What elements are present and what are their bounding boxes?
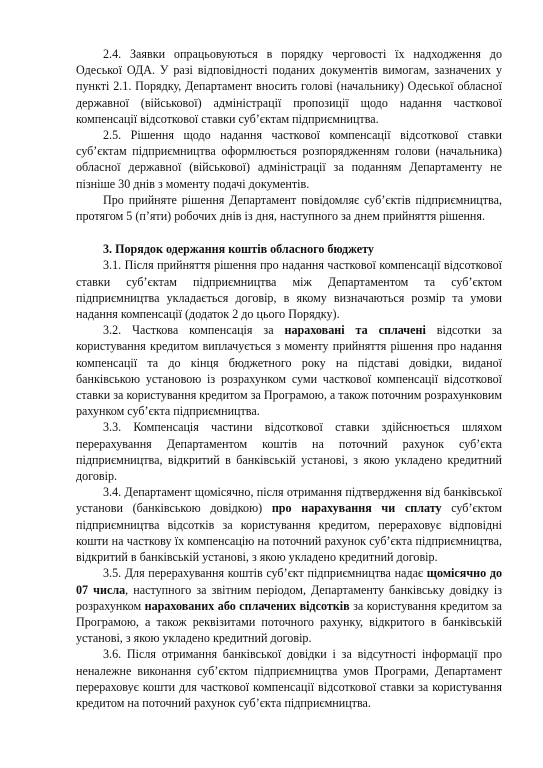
paragraph-decision-notice: Про прийняте рішення Департамент повідомляє суб’єктів підприємництва, протягом 5 (п’яти) робочих днів із дня, наступного за днем прийняття рішення. [76, 192, 502, 224]
paragraph-3-5 [76, 565, 502, 646]
paragraph-3-6: 3.6. Після отримання банківської довідки і за відсутності інформації про неналежне виконання суб’єктом підприємництва умов Програми, Департамент перераховує кошти для часткової компенсації відсоткової ставки за користування кредитом на поточний рахунок суб’єкта підприємництва. [76, 647, 502, 710]
paragraph-3-5-emphasis: нарахованих або сплачених відсотків [144, 598, 350, 613]
paragraph-3-2-text-end: відсотки за користування кредитом виплачується з моменту прийняття рішення про надання компенсації та до кінця бюджетного року на підставі довідки, виданої банківською установою із розрахунком суми часткової компенсації відсоткової ставки за користування кредитом за Програмою, а також поточним розрахунковим рахунком суб’єкта підприємництва. [76, 323, 502, 419]
paragraph-3-2-text: 3.2. Часткова компенсація за [103, 323, 285, 338]
paragraph-3-5-text-end: за користування кредитом за Програмою, а також реквізитами поточного рахунку, відкритого в банківській установі, з якою укладено кредитний договір. [76, 598, 502, 646]
paragraph-3-5-deadline: щомісячно до 07 числа [76, 566, 502, 597]
section-3-heading: 3. Порядок одержання коштів обласного бюджету [103, 242, 374, 257]
paragraph-3-4-text: 3.4. Департамент щомісячно, після отримання підтвердження від банківської установи (банківською довідкою) [76, 485, 502, 516]
paragraph-3-5-text: 3.5. Для перерахування коштів суб’єкт підприємництва надає [103, 566, 427, 581]
paragraph-3-4-text-end: суб’єктом підприємництва відсотків за користування кредитом, перераховує відповідні кошти на часткову їх компенсацію на поточний рахунок суб’єкта підприємництва, відкритий в банківській установі, з якою укладено кредитний договір. [76, 501, 502, 565]
paragraph-3-4 [76, 484, 502, 565]
document-page [76, 46, 502, 711]
paragraph-3-5-text-mid: , наступного за звітним періодом, Департаменту банківську довідку із розрахунком [76, 582, 503, 613]
paragraph-2-5: 2.5. Рішення щодо надання часткової компенсації відсоткової ставки суб’єктам підприємництва оформлюється розпорядженням голови (начальника) обласної державної (військової) адміністрації за поданням Департаменту не пізніше 30 днів з моменту подачі документів. [76, 128, 502, 191]
paragraph-2-4: 2.4. Заявки опрацьовуються в порядку черговості їх надходження до Одеської ОДА. У разі відповідності поданих документів вимогам, зазначених у пункті 2.1. Порядку, Департамент вносить голові (начальнику) Одеської обласної державної (військової) адміністрації пропозиції щодо надання часткової компенсації відсоткової ставки суб’єктам підприємництва. [76, 47, 502, 126]
paragraph-3-2 [76, 322, 502, 419]
paragraph-3-4-emphasis: про нарахування чи сплату [271, 501, 442, 516]
paragraph-3-1: 3.1. Після прийняття рішення про надання часткової компенсації відсоткової ставки суб’єктам підприємництва між Департаментом та суб’єктом підприємництва укладається договір, в якому визначаються розмір та умови надання компенсації (додаток 2 до цього Порядку). [76, 258, 502, 322]
paragraph-3-2-emphasis: нараховані та сплачені [284, 323, 426, 338]
paragraph-3-3: 3.3. Компенсація частини відсоткової ставки здійснюється шляхом перерахування Департаментом коштів на поточний рахунок суб’єкта підприємництва, відкритий в банківській установі, з якою укладено кредитний договір. [76, 420, 502, 484]
